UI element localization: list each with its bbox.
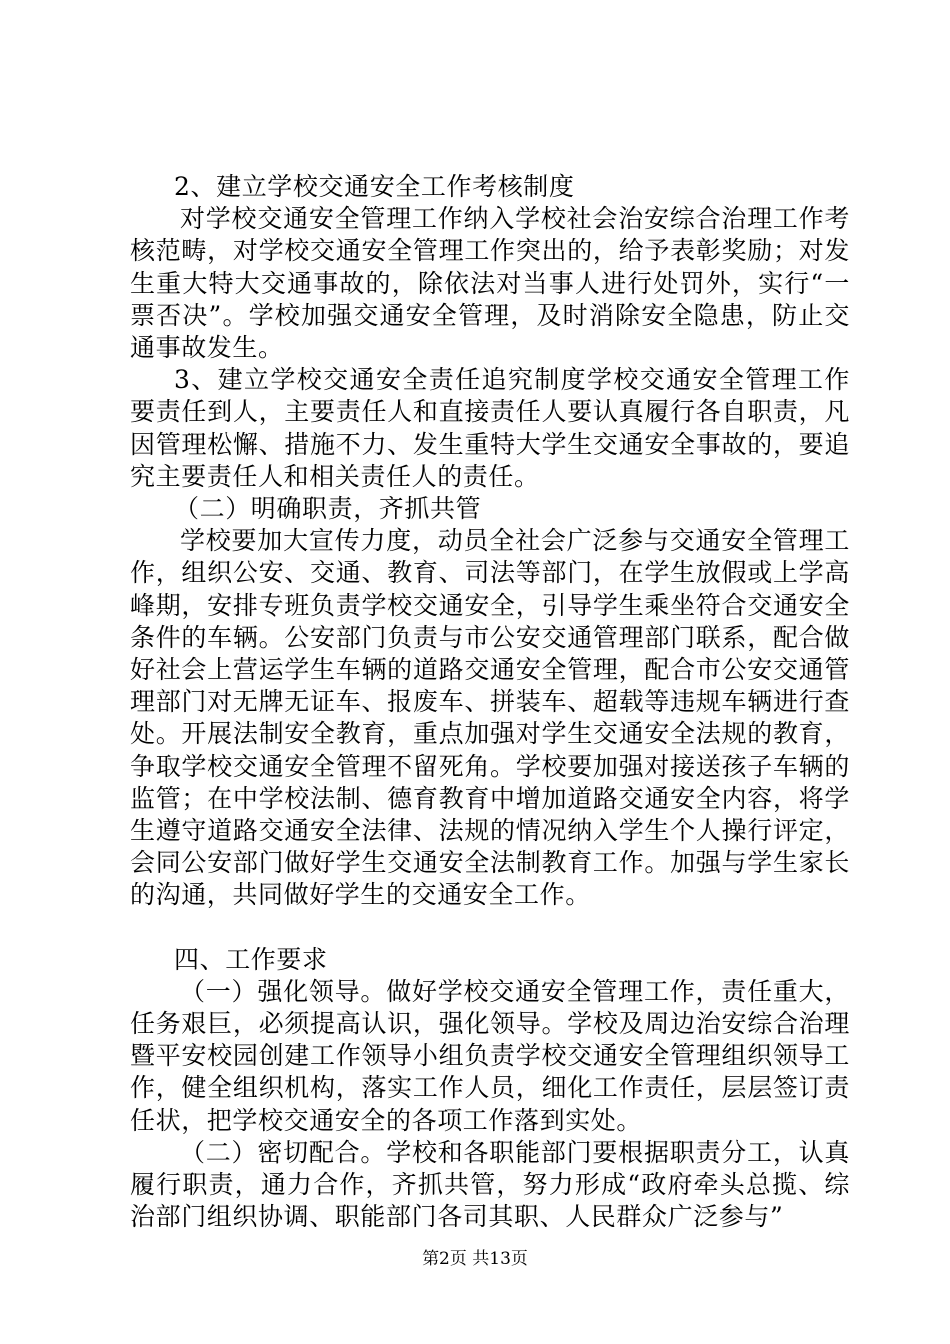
page-number-footer: 第2页 共13页 bbox=[422, 1249, 528, 1269]
paragraph-accountability: 3、建立学校交通安全责任追究制度学校交通安全管理工作要责任到人，主要责任人和直接责任人要认真履行各自职责，凡因管理松懈、措施不力、发生重特大学生交通安全事故的，要追究主要责任人和相关责任人的责任。 bbox=[130, 365, 850, 491]
paragraph-cooperation: （二）密切配合。学校和各职能部门要根据职责分工，认真履行职责，通力合作，齐抓共管，努力形成“政府牵头总揽、综治部门组织协调、职能部门各司其职、人民群众广泛参与” bbox=[130, 1137, 850, 1232]
paragraph-responsibilities: 学校要加大宣传力度，动员全社会广泛参与交通安全管理工作，组织公安、交通、教育、司法等部门，在学生放假或上学高峰期，安排专班负责学校交通安全，引导学生乘坐符合交通安全条件的车辆。公安部门负责与市公安交通管理部门联系，配合做好社会上营运学生车辆的道路交通安全管理，配合市公安交通管理部门对无牌无证车、报废车、拼装车、超载等违规车辆进行查处。开展法制安全教育，重点加强对学生交通安全法规的教育，争取学校交通安全管理不留死角。学校要加强对接送孩子车辆的监管；在中学校法制、德育教育中增加道路交通安全内容，将学生遵守道路交通安全法律、法规的情况纳入学生个人操行评定，会同公安部门做好学生交通安全法制教育工作。加强与学生家长的沟通，共同做好学生的交通安全工作。 bbox=[130, 526, 850, 910]
section-heading-responsibilities: （二）明确职责，齐抓共管 bbox=[174, 494, 482, 524]
paragraph-spacer bbox=[130, 912, 850, 944]
document-body bbox=[130, 171, 850, 1234]
section-heading-requirements: 四、工作要求 bbox=[174, 944, 328, 974]
section-heading-assessment: 2、建立学校交通安全工作考核制度 bbox=[174, 172, 575, 201]
paragraph-assessment: 对学校交通安全管理工作纳入学校社会治安综合治理工作考核范畴，对学校交通安全管理工作突出的，给予表彰奖励；对发生重大特大交通事故的，除依法对当事人进行处罚外，实行“一票否决”。学校加强交通安全管理，及时消除安全隐患，防止交通事故发生。 bbox=[130, 204, 850, 363]
paragraph-leadership: （一）强化领导。做好学校交通安全管理工作，责任重大，任务艰巨，必须提高认识，强化领导。学校及周边治安综合治理暨平安校园创建工作领导小组负责学校交通安全管理组织领导工作，健全组织机构，落实工作人员，细化工作责任，层层签订责任状，把学校交通安全的各项工作落到实处。 bbox=[130, 976, 850, 1135]
